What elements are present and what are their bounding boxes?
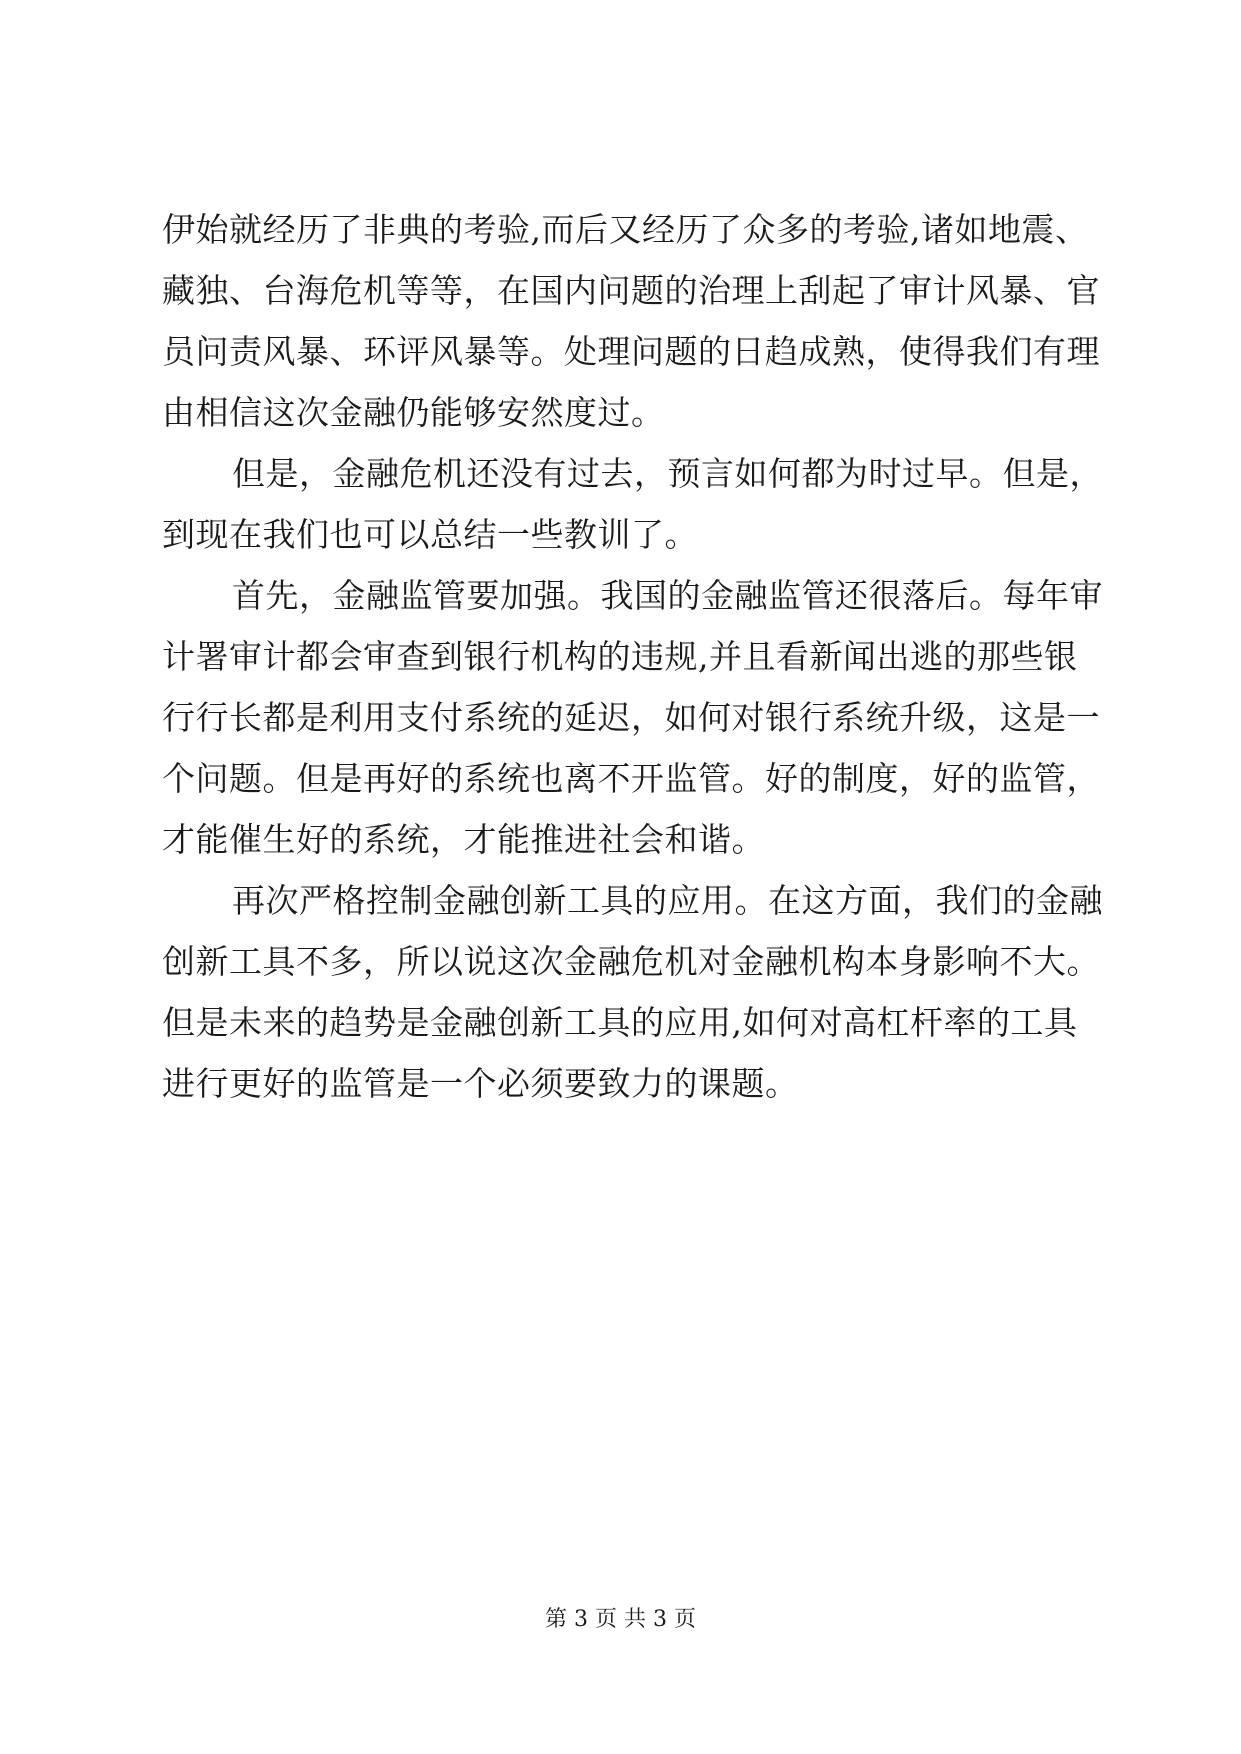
text-line: 计署审计都会审查到银行机构的违规,并且看新闻出逃的那些银 — [162, 637, 1078, 676]
text-line: 藏独、台海危机等等，在国内问题的治理上刮起了审计风暴、官 — [162, 271, 1100, 310]
text-line: 首先，金融监管要加强。我国的金融监管还很落后。每年审 — [232, 576, 1103, 615]
paragraph-1 — [162, 199, 1100, 443]
text-line: 但是未来的趋势是金融创新工具的应用,如何对高杠杆率的工具 — [162, 1003, 1078, 1042]
text-line: 个问题。但是再好的系统也离不开监管。好的制度，好的监管， — [162, 759, 1100, 798]
text-line: 进行更好的监管是一个必须要致力的课题。 — [162, 1064, 799, 1103]
text-line: 才能催生好的系统，才能推进社会和谐。 — [162, 820, 765, 859]
text-line: 但是，金融危机还没有过去，预言如何都为时过早。但是， — [232, 454, 1103, 493]
text-line: 由相信这次金融仍能够安然度过。 — [162, 393, 665, 432]
paragraph-4 — [162, 870, 1103, 1114]
text-line: 员问责风暴、环评风暴等。处理问题的日趋成熟，使得我们有理 — [162, 332, 1100, 371]
text-line: 创新工具不多，所以说这次金融危机对金融机构本身影响不大。 — [162, 942, 1100, 981]
document-body — [162, 199, 1103, 1114]
page-number: 第 3 页 共 3 页 — [545, 1607, 696, 1632]
paragraph-2 — [162, 443, 1103, 565]
text-line: 伊始就经历了非典的考验,而后又经历了众多的考验,诸如地震、 — [162, 210, 1089, 249]
text-line: 到现在我们也可以总结一些教训了。 — [162, 515, 698, 554]
page-footer — [0, 1605, 1241, 1635]
paragraph-3 — [162, 565, 1103, 870]
text-line: 行行长都是利用支付系统的延迟，如何对银行系统升级，这是一 — [162, 698, 1100, 737]
text-line: 再次严格控制金融创新工具的应用。在这方面，我们的金融 — [232, 881, 1103, 920]
